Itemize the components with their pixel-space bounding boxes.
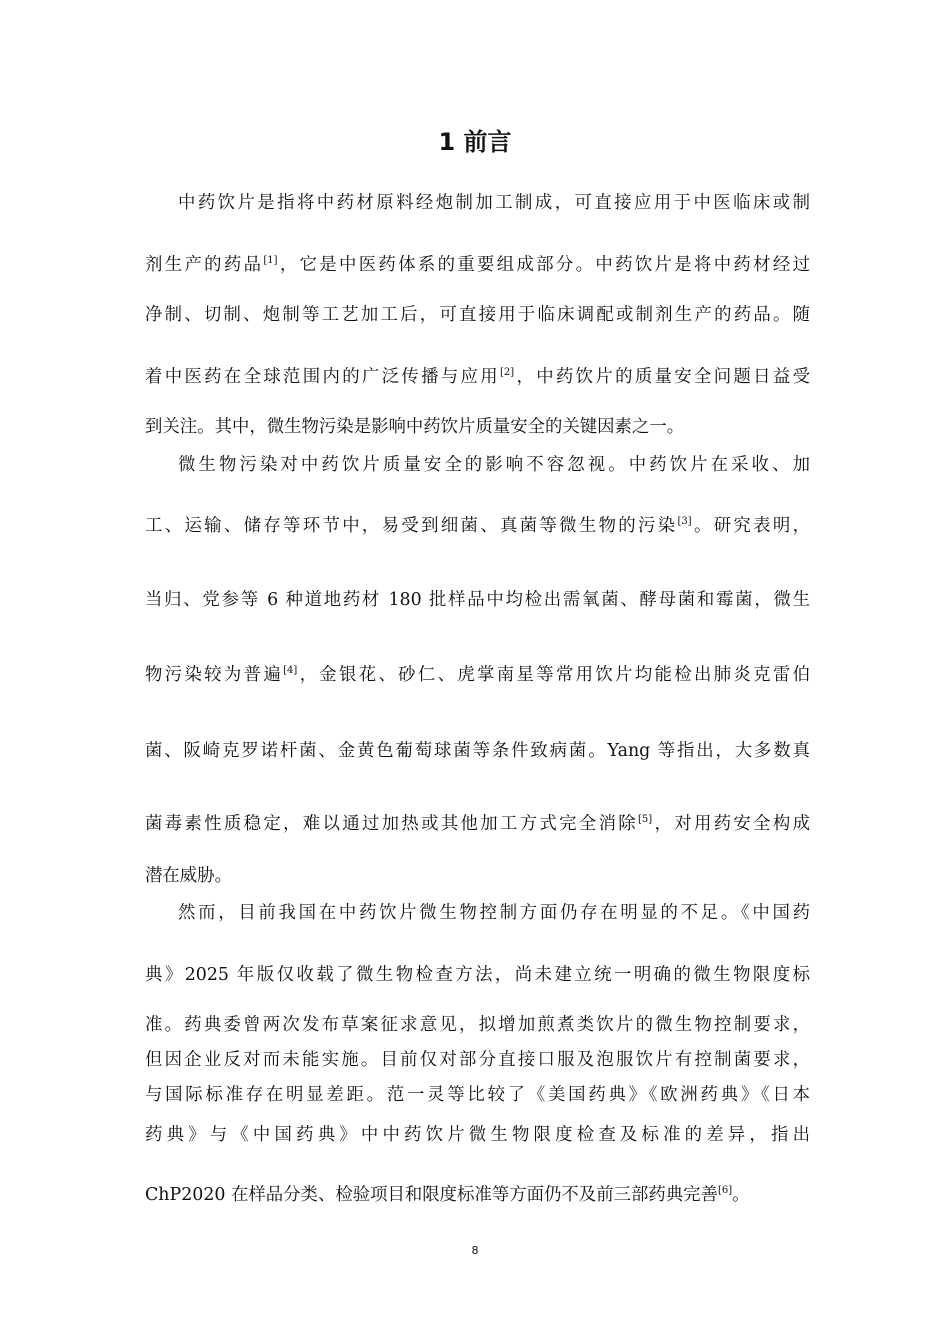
citation-ref: [6] — [717, 1185, 733, 1196]
paragraph-line: 中药饮片是指将中药材原料经炮制加工制成，可直接应用于中医临床或制 — [178, 193, 810, 213]
citation-ref: [1] — [263, 255, 278, 266]
paragraph-line: 微生物污染对中药饮片质量安全的影响不容忽视。中药饮片在采收、加 — [178, 455, 810, 475]
page-number: 8 — [471, 1244, 479, 1257]
paragraph-line: 与国际标准存在明显差距。范一灵等比较了《美国药典》《欧洲药典》《日本 — [145, 1085, 810, 1105]
citation-ref: [4] — [283, 665, 298, 676]
paragraph-line: 着中医药在全球范围内的广泛传播与应用[2]，中药饮片的质量安全问题日益受 — [145, 367, 810, 387]
citation-ref: [3] — [677, 516, 692, 527]
paragraph-line: 物污染较为普遍[4]，金银花、砂仁、虎掌南星等常用饮片均能检出肺炎克雷伯 — [145, 665, 810, 685]
paragraph-line: 净制、切制、炮制等工艺加工后，可直接用于临床调配或制剂生产的药品。随 — [145, 305, 810, 325]
citation-ref: [5] — [638, 814, 653, 825]
paragraph-line: 潜在威胁。 — [145, 866, 232, 886]
paragraph-line: 菌毒素性质稳定，难以通过加热或其他加工方式完全消除[5]，对用药安全构成 — [145, 814, 810, 834]
paragraph-line: 准。药典委曾两次发布草案征求意见，拟增加煎煮类饮片的微生物控制要求， — [145, 1015, 810, 1035]
paragraph-line: 当归、党参等 6 种道地药材 180 批样品中均检出需氧菌、酵母菌和霉菌，微生 — [145, 590, 810, 610]
paragraph-line: 典》2025 年版仅收载了微生物检查方法，尚未建立统一明确的微生物限度标 — [145, 965, 810, 985]
citation-ref: [2] — [499, 367, 515, 378]
paragraph-line: 菌、阪崎克罗诺杆菌、金黄色葡萄球菌等条件致病菌。Yang 等指出，大多数真 — [145, 741, 810, 761]
paragraph-line: ChP2020 在样品分类、检验项目和限度标准等方面仍不及前三部药典完善[6]。 — [145, 1185, 750, 1205]
paragraph-line: 工、运输、储存等环节中，易受到细菌、真菌等微生物的污染[3]。研究表明， — [145, 516, 810, 536]
section-heading: 1 前言 — [438, 128, 512, 156]
paragraph-line: 剂生产的药品[1]，它是中医药体系的重要组成部分。中药饮片是将中药材经过 — [145, 255, 810, 275]
paragraph-line: 到关注。其中，微生物污染是影响中药饮片质量安全的关键因素之一。 — [145, 417, 685, 437]
paragraph-line: 但因企业反对而未能实施。目前仅对部分直接口服及泡服饮片有控制菌要求， — [145, 1050, 810, 1070]
paragraph-line: 然而，目前我国在中药饮片微生物控制方面仍存在明显的不足。《中国药 — [178, 903, 810, 923]
paragraph-line: 药典》与《中国药典》中中药饮片微生物限度检查及标准的差异，指出 — [145, 1125, 810, 1145]
